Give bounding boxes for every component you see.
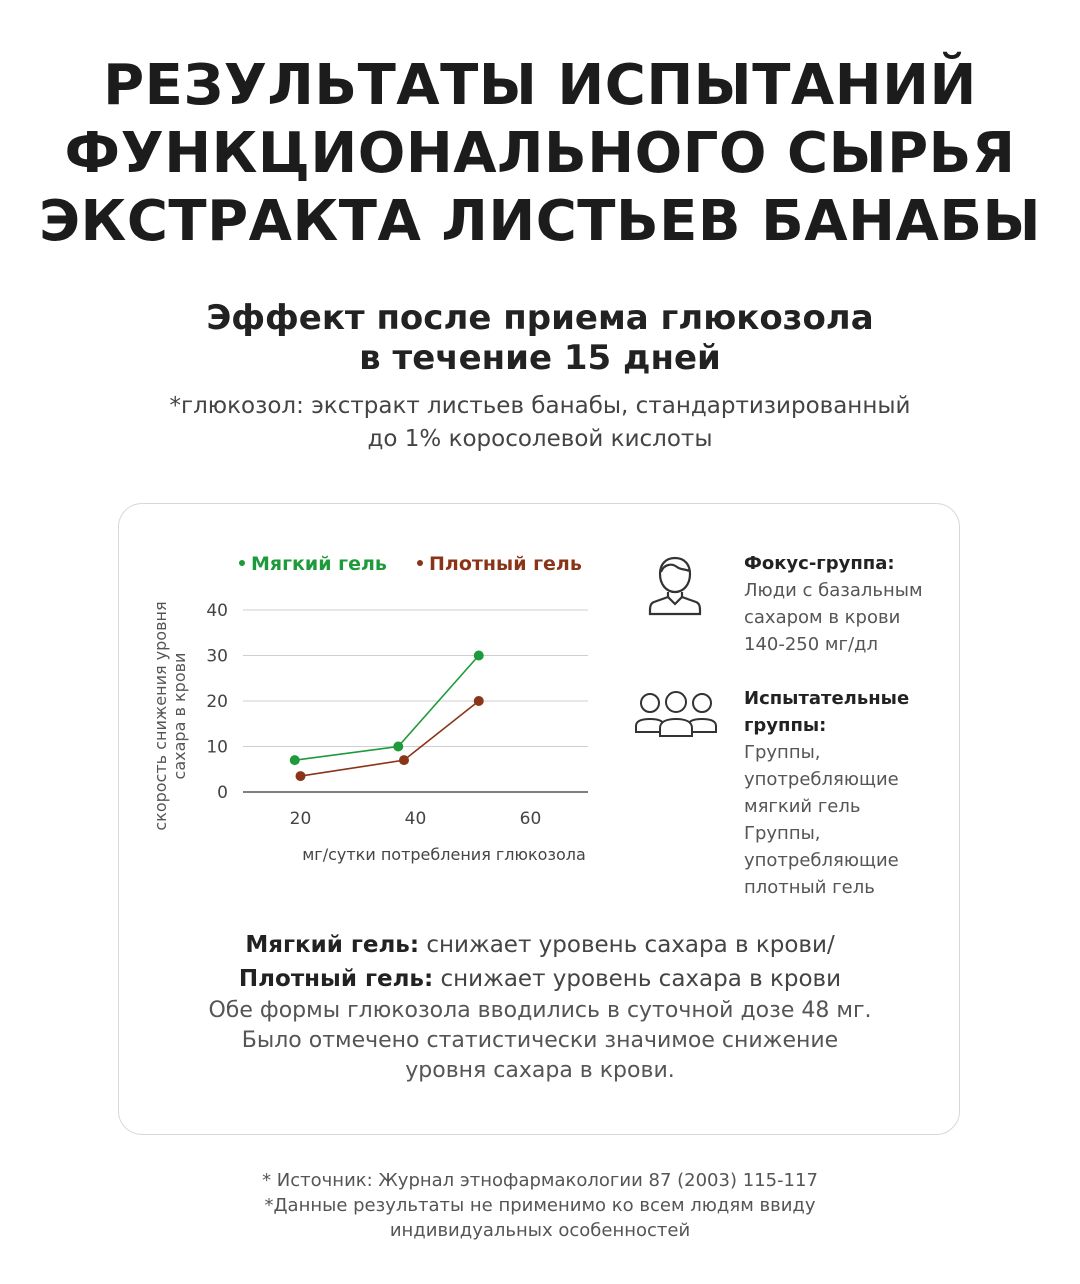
test-groups-line: Группы, <box>744 823 821 844</box>
test-groups-heading: группы: <box>744 715 827 736</box>
series-line <box>301 701 479 776</box>
legend-marker <box>417 560 423 566</box>
test-groups-line: Группы, <box>744 742 821 763</box>
y-tick-label: 30 <box>206 646 228 667</box>
focus-group-line: сахаром в крови <box>744 607 901 628</box>
data-point <box>399 755 409 765</box>
main-title-line: РЕЗУЛЬТАТЫ ИСПЫТАНИЙ <box>103 53 977 118</box>
group-icon <box>634 688 718 742</box>
summary <box>0 928 1080 1086</box>
data-point <box>393 742 403 752</box>
test-groups-info <box>744 685 909 901</box>
legend-label: Мягкий гель <box>251 553 387 575</box>
data-point <box>474 696 484 706</box>
person-icon <box>646 552 704 620</box>
footer-line: индивидуальных особенностей <box>389 1220 691 1241</box>
test-groups-line: мягкий гель <box>744 796 861 817</box>
footer-line: *Данные результаты не применимо ко всем людям ввиду <box>264 1195 816 1216</box>
footer-notes <box>0 1168 1080 1243</box>
subtitle-line: Эффект после приема глюкозола <box>206 298 874 338</box>
data-point <box>474 651 484 661</box>
legend-marker <box>239 560 245 566</box>
summary-detail: Обе формы глюкозола вводились в суточной дозе 48 мг. <box>208 998 872 1023</box>
y-tick-label: 20 <box>206 692 228 712</box>
summary-soft-label: Мягкий гель: <box>245 932 420 958</box>
focus-group-info <box>744 550 923 658</box>
legend-label: Плотный гель <box>429 553 582 575</box>
test-groups-line: употребляющие <box>744 850 899 871</box>
data-point <box>290 755 300 765</box>
data-point <box>296 771 306 781</box>
focus-group-heading: Фокус-группа: <box>744 553 895 574</box>
summary-soft-text: снижает уровень сахара в крови/ <box>419 932 835 958</box>
x-tick-label: 40 <box>404 809 427 829</box>
summary-dense <box>0 962 1080 996</box>
x-tick-label: 60 <box>519 809 542 829</box>
summary-dense-label: Плотный гель: <box>238 966 434 992</box>
summary-dense-text: снижает уровень сахара в крови <box>433 966 842 992</box>
y-tick-label: 10 <box>206 737 228 758</box>
summary-detail: уровня сахара в крови. <box>405 1058 675 1083</box>
main-title-line: ФУНКЦИОНАЛЬНОГО СЫРЬЯ <box>64 121 1016 186</box>
test-groups-line: плотный гель <box>744 877 875 898</box>
test-groups-line: употребляющие <box>744 769 899 790</box>
y-axis-label: скорость снижения уровнясахара в крови <box>151 601 189 831</box>
focus-group-line: Люди с базальным <box>744 580 923 601</box>
note-line: *глюкозол: экстракт листьев банабы, стандартизированный <box>169 393 911 419</box>
y-tick-label: 0 <box>217 783 228 803</box>
summary-detail: Было отмечено статистически значимое снижение <box>241 1028 839 1053</box>
main-title-line: ЭКСТРАКТА ЛИСТЬЕВ БАНАБЫ <box>38 189 1042 254</box>
focus-group-line: 140-250 мг/дл <box>744 634 878 655</box>
x-axis-label: мг/сутки потребления глюкозола <box>302 845 586 864</box>
x-tick-label: 20 <box>289 809 312 829</box>
subtitle-line: в течение 15 дней <box>359 338 721 378</box>
footer-line: * Источник: Журнал этнофармакологии 87 (2003) 115-117 <box>262 1170 818 1191</box>
note-line: до 1% коросолевой кислоты <box>367 426 713 452</box>
series-line <box>295 656 479 761</box>
y-tick-label: 40 <box>206 601 228 621</box>
summary-soft <box>0 928 1080 962</box>
test-groups-heading: Испытательные <box>744 688 910 709</box>
